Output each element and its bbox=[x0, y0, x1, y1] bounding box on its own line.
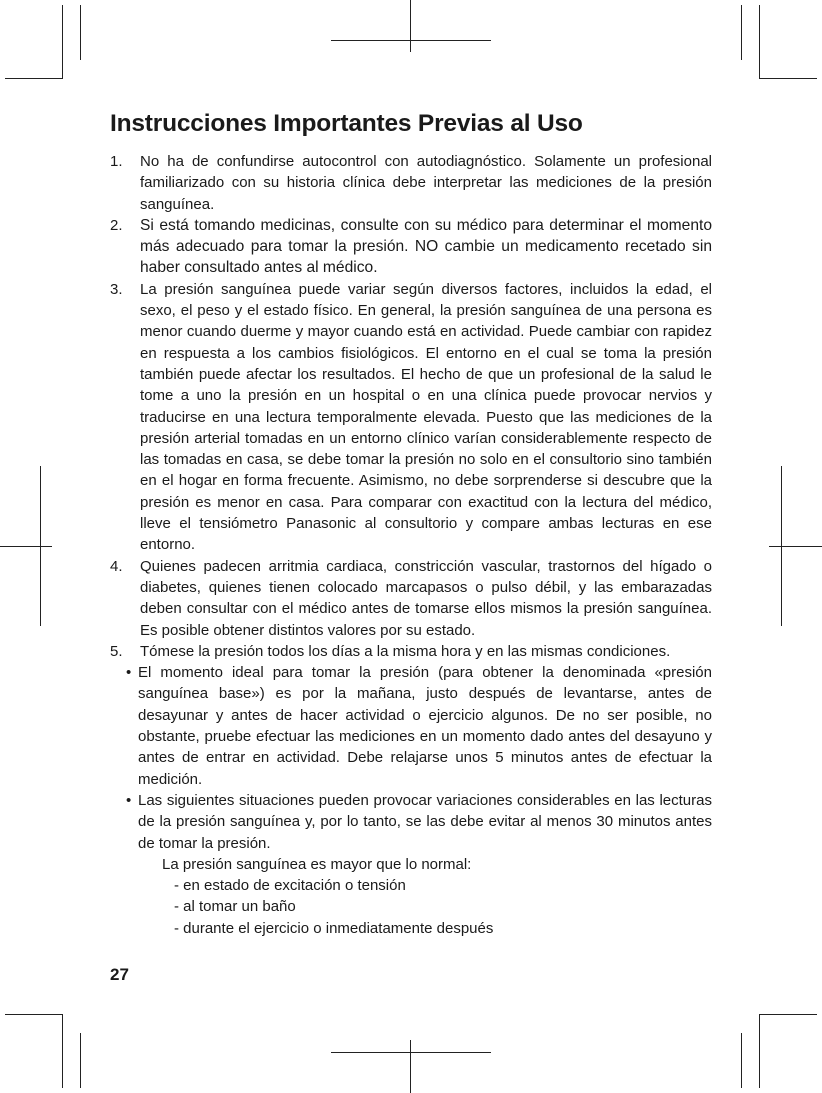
bullet-text: Las siguientes situaciones pueden provocar variaciones considerables en las lecturas de la presión sanguínea y, por lo tanto, se las debe evitar al menos 30 minutos antes de tomar la presión. bbox=[138, 791, 712, 852]
bullet-dot: • bbox=[126, 664, 132, 682]
list-item bbox=[110, 641, 712, 662]
crop-mark bbox=[62, 1014, 63, 1088]
list-item bbox=[110, 279, 712, 556]
crop-mark bbox=[62, 5, 63, 79]
page-number: 27 bbox=[110, 965, 129, 984]
item-text: No ha de confundirse autocontrol con autodiagnóstico. Solamente un profesional familiarizado con su historia clínica debe interpretar las mediciones de la presión sanguínea. bbox=[140, 153, 712, 213]
item-number: 4. bbox=[110, 557, 123, 575]
registration-mark bbox=[331, 1052, 491, 1053]
bullet-text: El momento ideal para tomar la presión (para obtener la denominada «presión sanguínea base») es por la mañana, justo después de levantarse, antes de desayunar y antes de hacer actividad o ejercicio algunos. De no ser posible, no obstante, pruebe efectuar las mediciones en un momento dado antes del desayuno y antes de entrar en actividad. Debe relajarse unos 5 minutos antes de efectuar la medición. bbox=[138, 664, 712, 788]
registration-mark bbox=[0, 546, 52, 547]
crop-mark bbox=[759, 5, 760, 79]
item-text: La presión sanguínea puede variar según diversos factores, incluidos la edad, el sexo, el peso y el estado físico. En general, la presión sanguínea de una persona es menor cuando duerme y mayor cuando está en actividad. Puede cambiar con rapidez en respuesta a los cambios fisiológicos. El entorno en el cual se toma la presión también puede afectar los resultados. El hecho de que un profesional de la salud le tome a uno la presión en un hospital o en una clínica puede provocar nervios y traducirse en una lectura temporalmente elevada. Puesto que las mediciones de la presión arterial tomadas en un entorno clínico varían considerablemente respecto de las tomadas en casa, se debe tomar la presión no solo en el consultorio sino también en el hogar en forma frecuente. Asimismo, no debe sorprenderse si descubre que la presión es menor en casa. Para comparar con exactitud con la lectura del médico, lleve el tensiómetro Panasonic al consultorio y compare ambas lecturas en ese entorno. bbox=[140, 280, 712, 554]
crop-mark bbox=[759, 1014, 760, 1088]
item-text: Si está tomando medicinas, consulte con su médico para determinar el momento más adecuado para tomar la presión. NO cambie un medicamento recetado sin haber consultado antes al médico. bbox=[140, 216, 712, 277]
item-number: 1. bbox=[110, 153, 123, 170]
bullet-item bbox=[110, 662, 712, 790]
list-item bbox=[110, 151, 712, 215]
sublist-item: - durante el ejercicio o inmediatamente después bbox=[174, 919, 494, 937]
crop-mark bbox=[5, 1014, 63, 1015]
list-item bbox=[110, 215, 712, 279]
sublist-item: - en estado de excitación o tensión bbox=[174, 877, 406, 895]
item-number: 5. bbox=[110, 642, 123, 660]
bullet-item bbox=[110, 790, 712, 854]
crop-mark bbox=[80, 5, 81, 60]
sublist-item: - al tomar un baño bbox=[174, 898, 296, 916]
registration-mark bbox=[410, 0, 411, 52]
crop-mark bbox=[759, 1014, 817, 1015]
bullet-dot: • bbox=[126, 791, 132, 809]
list-item bbox=[110, 556, 712, 641]
item-text: Quienes padecen arritmia cardiaca, constricción vascular, trastornos del hígado o diabetes, quienes tienen colocado marcapasos o pulso débil, y las embarazadas deben consultar con el médico antes de tomarse ellos mismos la presión sanguínea. Es posible obtener distintos valores por su estado. bbox=[140, 557, 712, 639]
crop-mark bbox=[759, 78, 817, 79]
crop-mark bbox=[741, 5, 742, 60]
instructions-content bbox=[110, 151, 712, 939]
registration-mark bbox=[331, 40, 491, 41]
item-text: Tómese la presión todos los días a la misma hora y en las mismas condiciones. bbox=[140, 642, 671, 660]
sublist-heading: La presión sanguínea es mayor que lo normal: bbox=[162, 855, 472, 873]
crop-mark bbox=[80, 1033, 81, 1088]
page-title: Instrucciones Importantes Previas al Uso bbox=[110, 110, 583, 137]
item-number: 2. bbox=[110, 216, 123, 234]
registration-mark bbox=[769, 546, 822, 547]
registration-mark bbox=[410, 1040, 411, 1093]
crop-mark bbox=[5, 78, 63, 79]
item-number: 3. bbox=[110, 280, 123, 298]
crop-mark bbox=[741, 1033, 742, 1088]
